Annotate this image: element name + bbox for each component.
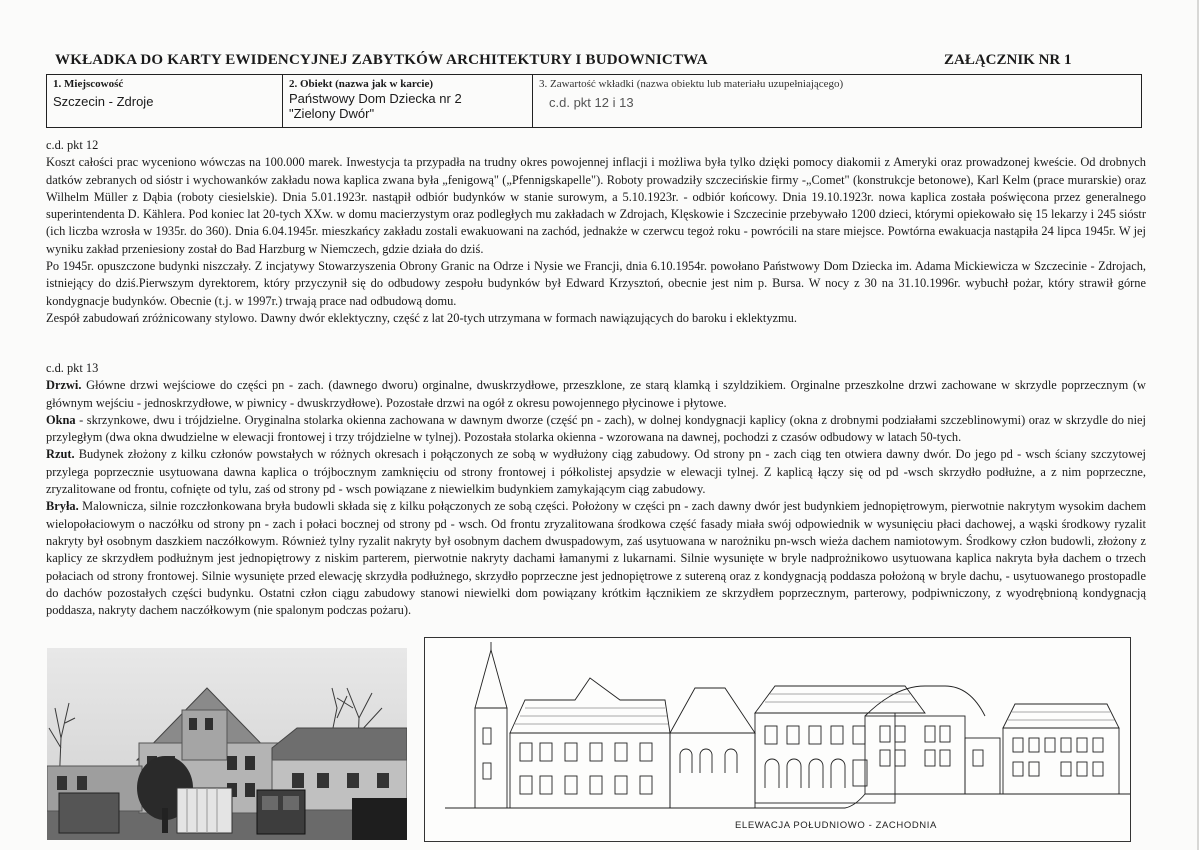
- section-12: [46, 137, 1146, 327]
- elevation-drawing: [424, 637, 1131, 842]
- field-contents-value: c.d. pkt 12 i 13: [549, 95, 634, 110]
- building-photo: [47, 648, 407, 840]
- massing-text: Malownicza, silnie rozczłonkowana bryła budowli składa się z kilku połączonych ze sobą części. Położony w części pn - zach dawny dwór jest budynkiem jednopiętrowym, pierwotnie nakrytym wysokim dachem wielopołaciowym o naczółku od strony pn - zach i połaci bocznej od strony pd - wsch. Od frontu zryzalitowana środkowa część fasady miała swój odpowiednik w wysunięciu płaci dachowej, a wąski środkowy ryzalit nakryty był osobnym daszkiem naczółkowym. Również tylny ryzalit nakryty był osobnym dachem dwuspadowym, zaś usytuowana w narożniku pn-wsch wieża dachem namiotowym. Środkowy człon budowli, złożony z kaplicy ze skrzydłem podłużnym jest jednopiętrowy z niskim parterem, pierwotnie nakryty dachami łamanymi z lukarnami. Silnie wysunięte w bryle nadprożnikowo usytuowana kaplica nakryta była dachem o trzech połaciach od strony frontowej. Silnie wysunięte przed elewację skrzydła podłużnego, skrzydło poprzeczne jest jednopiętrowe z sutereną oraz z kondygnacją poddasza położoną w bryle dachu, - usytuowanego prostopadle do dachów pozostałych części budynku. Ostatni człon ciągu zabudowy stanowi niewielki dom powiązany krótkim łącznikiem ze skrzydłem poprzecznym, parterowy, podpiwniczony, z wyodrębnioną kondygnacją poddasza, nakryty dachem naczółkowym (nie spalonym podczas pożaru).: [46, 499, 1146, 618]
- paragraph-doors: [46, 377, 1146, 412]
- section-13: [46, 360, 1146, 619]
- doors-label: Drzwi.: [46, 378, 82, 393]
- field-contents-label: 3. Zawartość wkładki (nazwa obiektu lub materiału uzupełniającego): [539, 78, 844, 90]
- section-12-paragraph-3: Zespół zabudowań zróżnicowany stylowo. Dawny dwór eklektyczny, część z lat 20-tych utrzymana w formach nawiązujących do baroku i eklektyzmu.: [46, 310, 797, 325]
- windows-text: - skrzynkowe, dwu i trójdzielne. Oryginalna stolarka okienna zachowana w dawnym dworze (część pn - zach), w dolnej kondygnacji kaplicy (okna z drobnymi podziałami szczeblinowymi) oraz w skrzydle do niej przyległym (dwa okna dwudzielne w elewacji frontowej i trzy trójdzielne w tylnej). Pozostała stolarka okienna - wzorowana na dawnej, pochodzi z czasów odbudowy w latach 50-tych.: [46, 412, 1146, 445]
- field-object-label: 2. Obiekt (nazwa jak w karcie): [289, 78, 434, 90]
- field-object-value-line1: Państwowy Dom Dziecka nr 2: [289, 91, 462, 106]
- section-12-heading: c.d. pkt 12: [46, 138, 99, 152]
- section-12-paragraph-2: Po 1945r. opuszczone budynki niszczały. Z incjatywy Stowarzyszenia Obrony Granic na Odrze i Nysie we Francji, dnia 6.10.1954r. powołano Państwowy Dom Dziecka im. Adama Mickiewicza w Szczecinie - Zdrojach, istniejący do dziś.Pierwszym dyrektorem, który przyczynił się do odbudowy zespołu budynków był Edward Krzysztoń, obecnie jest nim p. Bursa. W nocy z 30 na 31.10.1996r. wybuchł pożar, który strawił górne kondygnacje budynków. Obecnie (t.j. w 1997r.) trwają prace nad odbudową domu.: [46, 259, 1146, 308]
- field-locality: [47, 75, 282, 127]
- field-object: [282, 75, 532, 127]
- plan-text: Budynek złożony z kilku członów powstałych w różnych okresach i połączonych ze sobą w wydłużony ciąg zabudowy. Od strony pn - zach ciąg ten otwiera dawny dwór. Do jego pd - wsch ściany szczytowej przylega poprzecznie usytuowana dawna kaplica o trójbocznym zamknięciu od strony frontowej i półkolistej apsydzie w elewacji tylnej. Z kaplicą łączy się od pd -wsch skrzydło podłużne, a z nim poprzeczne, zryzalitowane od frontu, cofnięte od tylu, zaś od strony pd - wsch powiązane z niewielkim budynkiem zamykającym ciąg zabudowy.: [46, 447, 1146, 497]
- paragraph-windows: [46, 412, 1146, 447]
- drawing-caption: ELEWACJA POŁUDNIOWO - ZACHODNIA: [735, 820, 937, 831]
- windows-label: Okna: [46, 412, 76, 427]
- section-13-heading: c.d. pkt 13: [46, 361, 99, 375]
- field-locality-value: Szczecin - Zdroje: [53, 94, 154, 109]
- section-12-paragraph-1: Koszt całości prac wyceniono wówczas na 100.000 marek. Inwestycja ta przypadła na trudny okres powojennej inflacji i możliwa była tylko dzięki pomocy diakomii z Ameryki oraz prowadzonej kweście. Od drobnych datków zebranych od sióstr i wychowanków zakładu nowa kaplica zwana była „fenigową" („Pfennigskapelle"). Roboty prowadziły szczecińskie firmy -„Comet" (konstrukcje betonowe), Karl Kelm (prace murarskie) oraz Wilhelm Müller z Dąbia (roboty ciesielskie). Dnia 5.01.1923r. nastąpił odbiór budynków w stanie surowym, a 5.10.1923r. - odbiór końcowy. Dnia 19.10.1923r. nowa kaplica została poświęcona przez generalnego superintendenta D. Kählera. Pod koniec lat 20-tych XXw. w domu macierzystym oraz podległych mu zakładach w Zdrojach, Klęskowie i Szczecinie przebywało 1200 dzieci, którymi opiekowało się 15 lekarzy i 245 sióstr (ich liczba wzrosła w 1935r. do 360). Dnia 6.04.1945r. mieszkańcy zakładu zostali ewakuowani na zachód, jednakże w czerwcu tegoż roku - powrócili na stare miejsce. Powtórna ewakuacja nastąpiła 24 lipca 1945r. W jej wyniku zakład przeniesiony został do Bad Harzburg w Niemczech, gdzie działa do dziś.: [46, 155, 1146, 256]
- massing-label: Bryła.: [46, 499, 79, 514]
- header-fields-table: [46, 74, 1142, 128]
- doors-text: Główne drzwi wejściowe do części pn - zach. (dawnego dworu) orginalne, dwuskrzydłowe, przeszklone, ze starą klamką i szyldzikiem. Orginalne przeszkolne drzwi zachowane w skrzydle poprzecznym (w głównym wejściu - jednoskrzydłowe, w piwnicy - dwuskrzydłowe). Pozostałe drzwi na ogół z okresu powojennego płycinowe i płytowe.: [46, 378, 1146, 410]
- field-contents: [532, 75, 1141, 127]
- paragraph-massing: [46, 498, 1146, 619]
- field-object-value-line2: "Zielony Dwór": [289, 106, 375, 121]
- paragraph-plan: [46, 446, 1146, 498]
- annex-label: ZAŁĄCZNIK NR 1: [944, 52, 1072, 68]
- plan-label: Rzut.: [46, 447, 75, 462]
- field-locality-label: 1. Miejscowość: [53, 78, 124, 90]
- document-title: WKŁADKA DO KARTY EWIDENCYJNEJ ZABYTKÓW ARCHITEKTURY I BUDOWNICTWA: [55, 52, 708, 68]
